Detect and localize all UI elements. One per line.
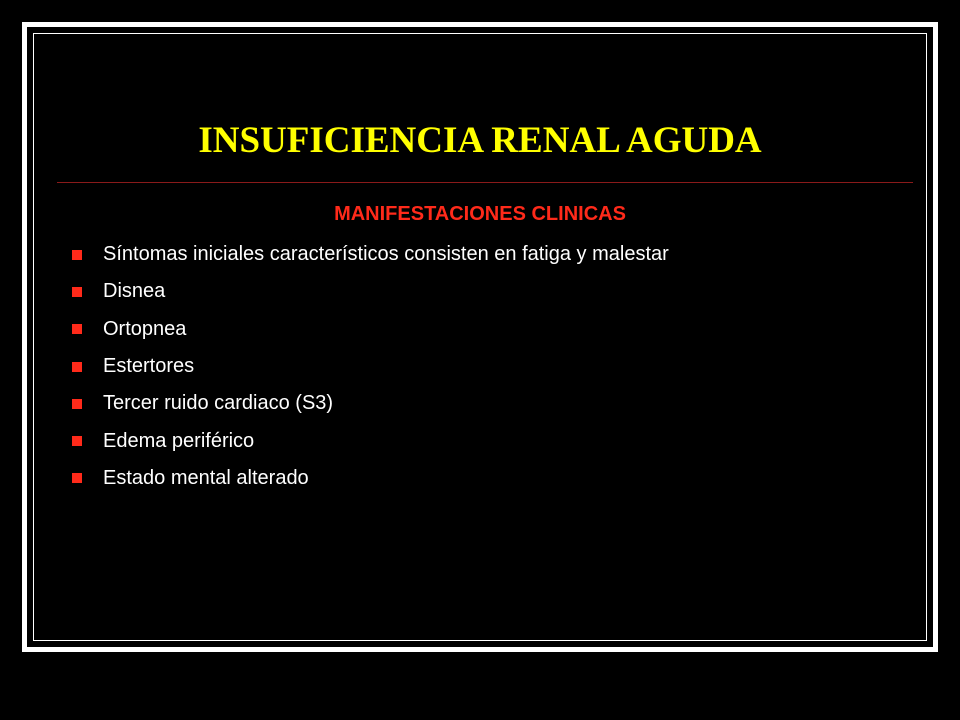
bullet-text: Disnea (103, 280, 166, 303)
bullet-list (72, 236, 669, 497)
bullet-item (72, 460, 669, 497)
slide-title: INSUFICIENCIA RENAL AGUDA (198, 120, 762, 161)
bullet-item (72, 348, 669, 385)
bullet-item (72, 311, 669, 348)
bullet-text: Estado mental alterado (103, 466, 309, 489)
square-bullet-icon (72, 473, 82, 483)
bullet-item (72, 273, 669, 310)
bullet-item (72, 236, 669, 273)
square-bullet-icon (72, 250, 82, 260)
bullet-text: Edema periférico (103, 429, 255, 452)
square-bullet-icon (72, 287, 82, 297)
square-bullet-icon (72, 362, 82, 372)
title-divider (57, 182, 913, 183)
bullet-text: Estertores (103, 355, 195, 378)
bullet-item (72, 385, 669, 422)
bullet-text: Ortopnea (103, 317, 187, 340)
square-bullet-icon (72, 399, 82, 409)
bullet-text: Tercer ruido cardiaco (S3) (103, 392, 334, 415)
bullet-text: Síntomas iniciales característicos consisten en fatiga y malestar (103, 243, 669, 266)
square-bullet-icon (72, 436, 82, 446)
square-bullet-icon (72, 324, 82, 334)
bullet-item (72, 422, 669, 459)
slide-subtitle: MANIFESTACIONES CLINICAS (334, 203, 626, 225)
